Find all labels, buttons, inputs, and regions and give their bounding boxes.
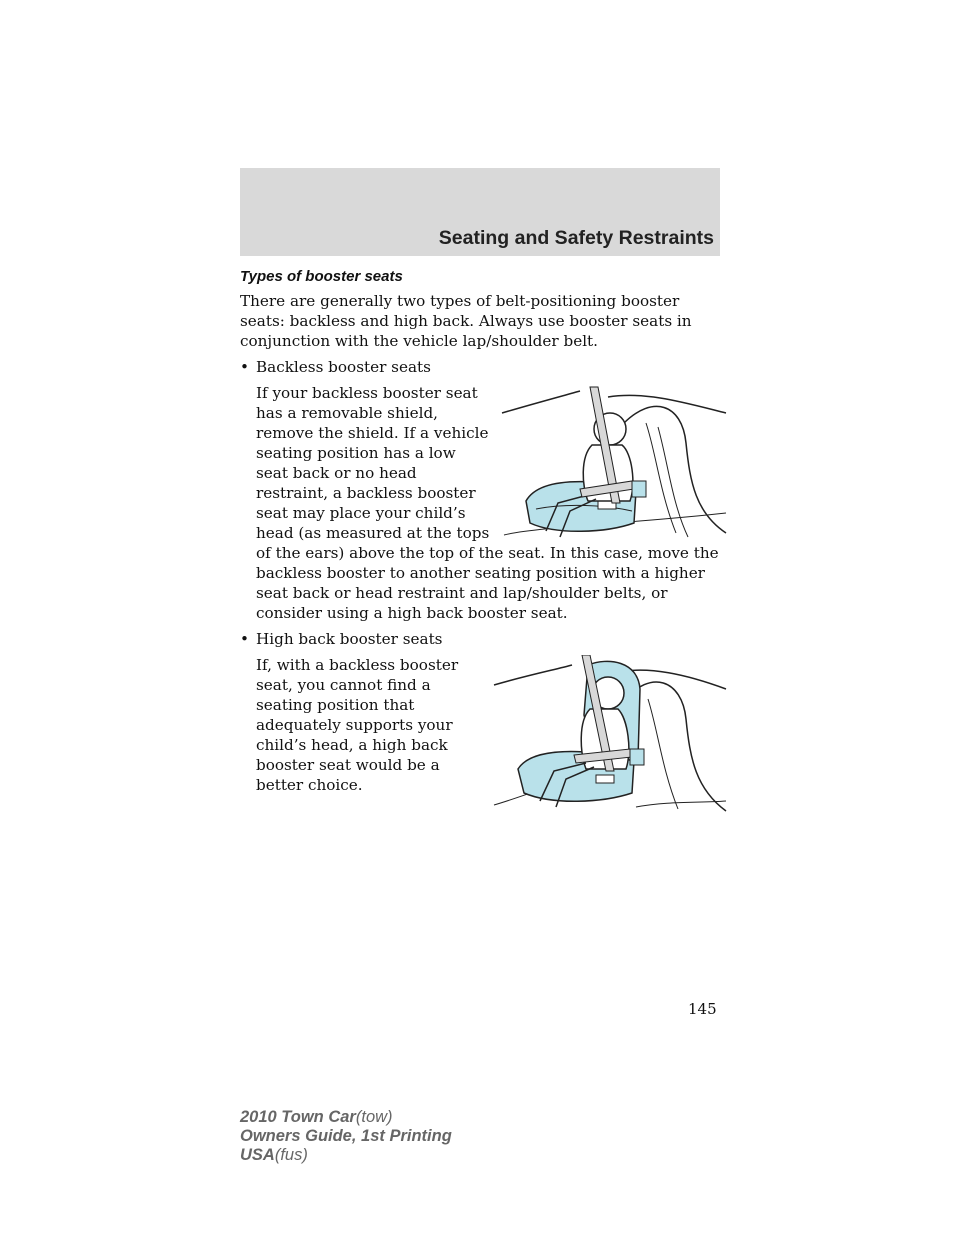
bullet-text-highback: If, with a backless booster seat, you cannot find a seating position that adequately supports your child’s head, a high back booster seat would be a better choice. — [256, 656, 459, 794]
footer-line-1 — [240, 1108, 452, 1127]
footer-model: 2010 Town Car — [240, 1108, 356, 1126]
bullet-symbol: • — [240, 630, 249, 648]
footer-model-code: (tow) — [355, 1108, 393, 1126]
footer-market-code: (fus) — [274, 1146, 308, 1164]
bullet-text-backless: If your backless booster seat has a removable shield, remove the shield. If a vehicle seating position has a low seat back or no head restraint, a backless booster seat may place your child’s head (as measured at the tops of the ears) above the top of the seat. In this case, move the backless booster to another seating position with a higher seat back or head restraint and lap/shoulder belts, or consider using a high back booster seat. — [256, 384, 719, 622]
footer-line-2: Owners Guide, 1st Printing — [240, 1127, 452, 1145]
page-content — [240, 268, 720, 825]
backless-booster-seat-illustration — [496, 383, 728, 543]
footer-line-3 — [240, 1146, 452, 1165]
bullet-label: Backless booster seats — [256, 358, 431, 376]
bullet-body-backless — [240, 383, 720, 623]
footer — [240, 1108, 452, 1165]
header-band — [240, 168, 720, 256]
section-title: Seating and Safety Restraints — [438, 227, 714, 249]
bullet-item-backless — [240, 357, 720, 377]
high-back-booster-seat-illustration — [488, 655, 728, 825]
bullet-symbol: • — [240, 358, 249, 376]
intro-paragraph: There are generally two types of belt-positioning booster seats: backless and high back. Always use booster seats in conjunction with the vehicle lap/shoulder belt. — [240, 292, 692, 350]
bullet-item-highback — [240, 629, 720, 649]
page-number: 145 — [688, 1000, 717, 1018]
subheading: Types of booster seats — [240, 268, 403, 285]
bullet-label: High back booster seats — [256, 630, 443, 648]
bullet-body-highback — [240, 655, 720, 795]
footer-market: USA — [240, 1146, 275, 1164]
